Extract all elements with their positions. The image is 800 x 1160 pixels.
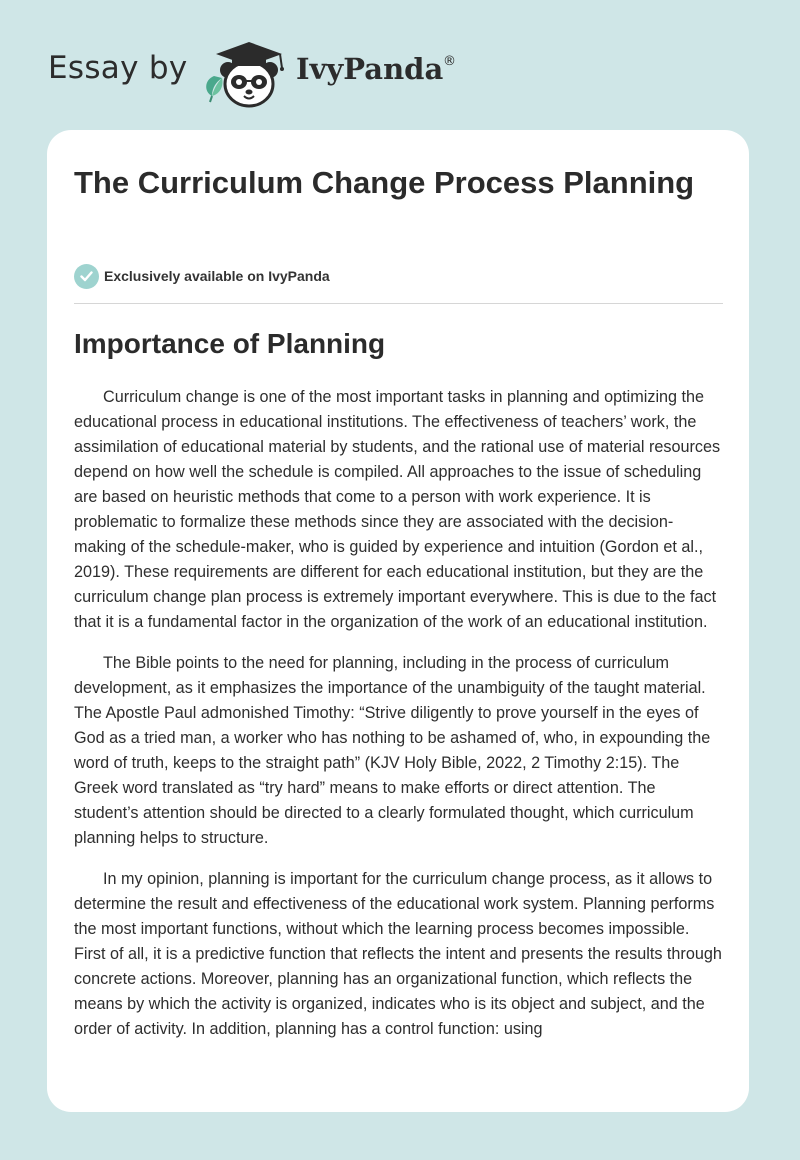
registered-mark: ® <box>443 54 456 69</box>
brand-name[interactable]: IvyPanda <box>296 52 444 86</box>
section-heading: Importance of Planning <box>74 328 386 359</box>
exclusive-label: Exclusively available on IvyPanda <box>104 268 330 284</box>
essay-card <box>47 130 749 1112</box>
brand-prefix: Essay by <box>48 50 188 86</box>
paragraph: Curriculum change is one of the most important tasks in planning and optimizing the educational process in educational institutions. The effectiveness of teachers’ work, the assimilation of educational material by students, and the rational use of material resources depend on how well the schedule is compiled. All approaches to the issue of scheduling are based on heuristic methods that come to a person with work experience. It is problematic to formalize these methods since they are associated with the decision-making of the schedule-maker, who is guided by experience and intuition (Gordon et al., 2019). These requirements are different for each educational institution, but they are the curriculum change plan process is extremely important everywhere. This is due to the fact that it is a fundamental factor in the organization of the work of an educational institution. <box>74 388 721 631</box>
panda-graduate-icon[interactable] <box>200 36 292 110</box>
paragraph: In my opinion, planning is important for the curriculum change process, as it allows to determine the result and effectiveness of the educational work system. Planning performs the most important functions, without which the learning process becomes impossible. First of all, it is a predictive function that reflects the intent and presents the results through concrete actions. Moreover, planning has an organizational function, which reflects the means by which the activity is organized, indicates who is its object and subject, and the order of activity. In addition, planning has a control function: using <box>74 870 722 1038</box>
exclusive-badge <box>74 263 330 289</box>
paragraph: The Bible points to the need for planning, including in the process of curriculum development, as it emphasizes the importance of the unambiguity of the taught material. The Apostle Paul admonished Timothy: “Strive diligently to prove yourself in the eyes of God as a tried man, a worker who has nothing to be ashamed of, who, in expounding the word of truth, keeps to the straight path” (KJV Holy Bible, 2022, 2 Timothy 2:15). The Greek word translated as “try hard” means to make efforts or direct attention. The student’s attention should be directed to a clearly formulated thought, which curriculum planning helps to structure. <box>74 654 711 847</box>
checkmark-icon <box>74 264 99 289</box>
divider <box>74 303 723 304</box>
essay-body <box>74 385 723 1058</box>
site-header <box>0 0 800 130</box>
essay-title: The Curriculum Change Process Planning <box>74 165 695 200</box>
